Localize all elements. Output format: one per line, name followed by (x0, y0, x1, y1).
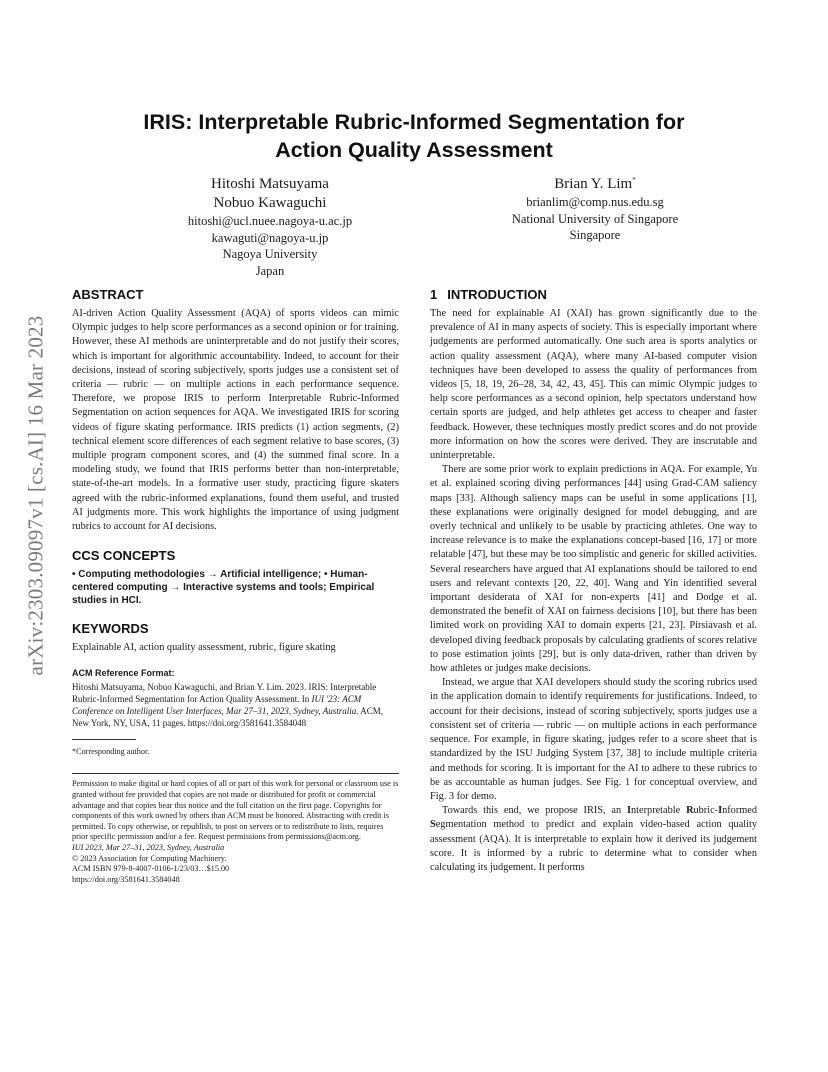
abstract-text: AI-driven Action Quality Assessment (AQA) of sports videos can mimic Olympic judges to help score performances as a second opinion or for training. However, these AI methods are uninterpretable and do not justify their scores, which is important for algorithmic accountability. Indeed, to account for their decisions, instead of scoring subjectively, sports judges use a consistent set of criteria — rubric — on multiple actions in each performance sequence. Therefore, we propose IRIS to perform Interpretable Rubric-Informed Segmentation on action sequences for AQA. We investigated IRIS for scoring videos of figure skating performance. IRIS predicts (1) action segments, (2) technical element score differences of each segment relative to base scores, (3) multiple program component scores, and (4) the summed final score. In a modeling study, we found that IRIS performs better than non-interpretable, state-of-the-art models. In a formative user study, practicing figure skaters agreed with the rubric-informed explanations, found them useful, and trusted AI judgments more. This work highlights the importance of using judgment rubrics to account for AI decisions. (72, 308, 399, 533)
author-name-3: Brian Y. Lim* (554, 176, 636, 192)
acm-ref-heading: ACM Reference Format: (72, 668, 175, 679)
permission-block (72, 779, 399, 885)
acm-ref-venue: IUI '23: ACM Conference on Intelligent User Interfaces, Mar 27–31, 2023, Sydney, Australia. (72, 694, 362, 717)
corresponding-footnote: *Corresponding author. (72, 747, 150, 757)
keywords-heading: KEYWORDS (72, 621, 149, 637)
intro-paragraph-3: Instead, we argue that XAI developers should study the scoring rubrics used in the application domain to identify requirements for justifications. Indeed, to account for their decisions, instead of scoring subjectively, sports judges use a consistent set of criteria — rubric — on multiple actions in each performance sequence. For example, in figure skating, judges refer to a score sheet that is standardized by the ISU Judging System [37, 38] to include multiple criteria and methods for scoring. It is important for the AI to adhere to these rubrics to be as accountable as human judges. See Fig. 1 for conceptual overview, and Fig. 3 for demo. (430, 677, 757, 802)
author-name-1: Hitoshi Matsuyama (211, 176, 329, 192)
intro-heading (430, 287, 757, 303)
author-country-left: Japan (255, 263, 285, 278)
permission-copyright: © 2023 Association for Computing Machinery. (72, 853, 227, 863)
permission-venue: IUI 2023, Mar 27–31, 2023, Sydney, Australia (72, 843, 225, 853)
title-line-1: IRIS: Interpretable Rubric-Informed Segmentation for (143, 110, 685, 134)
author-block-right (470, 175, 720, 244)
abstract-heading: ABSTRACT (72, 287, 144, 302)
right-column (430, 287, 757, 875)
footnote-rule (72, 739, 136, 740)
author-country-right: Singapore (569, 228, 621, 242)
arxiv-stamp-text: arXiv:2303.09097v1 [cs.AI] 16 Mar 2023 (23, 315, 48, 675)
intro-section-title: INTRODUCTION (447, 287, 547, 302)
acm-ref-text: Hitoshi Matsuyama, Nobuo Kawaguchi, and Brian Y. Lim. 2023. IRIS: Interpretable Rubric-Informed Segmentation for Action Quality Assessment. In IUI '23: ACM Conference on Intelligent User Interfaces, Mar 27–31, 2023, Sydney, Australia. ACM, New York, NY, USA, 11 pages. https://doi.org/3581641.3584048 (72, 682, 383, 729)
author-block-left (140, 175, 400, 279)
title-line-2: Action Quality Assessment (275, 138, 553, 162)
author-email-1: hitoshi@ucl.nuee.nagoya-u.ac.jp (187, 214, 353, 228)
intro-paragraph-2: There are some prior work to explain predictions in AQA. For example, Yu et al. explained scoring diving performances [44] using Grad-CAM saliency maps [33]. Although saliency maps can be useful in some applications [1], these explanations were originally designed for model debugging, and are overly technical and unlikely to be usable by practicing athletes. One way to increase relevance is to make the explanations concept-based [16, 17] or more relatable [47], but these may be too simplistic and generic for skilled activities. Several researchers have argued that AI explanations should be tailored to end users and relevant contexts [20, 22, 40]. Wang and Yin identified several important desiderata of XAI for non-experts [41] and Dodge et al. demonstrated the benefit of XAI on fairness decisions [10], but there has been limited work on providing XAI to domain experts [21, 23]. Pirsiavash et al. developed diving feedback proposals by calculating gradients of scores relative to pose estimation joints [29], but is only data-driven, rather than driven by how athletes or judges make decisions. (430, 464, 757, 675)
permission-rule (72, 773, 399, 774)
author-name-2: Nobuo Kawaguchi (213, 195, 327, 211)
keywords-text: Explainable AI, action quality assessment, rubric, figure skating (72, 642, 336, 654)
paper-title (72, 108, 756, 164)
ccs-heading: CCS CONCEPTS (72, 548, 176, 564)
permission-isbn: ACM ISBN 979-8-4007-0106-1/23/03…$15.00 (72, 864, 230, 874)
author-affiliation-left: Nagoya University (222, 247, 318, 261)
corresponding-mark: * (632, 176, 636, 184)
author-email-3: brianlim@comp.nus.edu.sg (526, 195, 664, 209)
intro-paragraph-1: The need for explainable AI (XAI) has grown significantly due to the prevalence of AI in many aspects of society. This is especially important where judgements are performed automatically. One such area is sports analytics or action quality assessment (AQA), where many AI-based computer vision techniques have been developed to assess the quality of performances from videos [5, 18, 19, 26–28, 34, 42, 43, 45]. This can mimic Olympic judges to help score performances as a second opinion, help spectators understand how certain sports are judged, and help athletes get access to cheaper and faster feedback. However, these techniques mostly predict scores and do not provide more information on how the scores were derived. They are inscrutable and uninterpretable. (430, 308, 757, 462)
left-column (72, 287, 399, 885)
intro-paragraph-4: Towards this end, we propose IRIS, an Interpretable Rubric-Informed Segmentation method to predict and explain video-based action quality assessment (AQA). It is interpretable to explain how it derived its judgement score. It is informed by a rubric to determine what to consider when calculating its judgement. It performs (430, 805, 757, 873)
permission-doi: https://doi.org/3581641.3584048 (72, 874, 180, 884)
author-affiliation-right: National University of Singapore (511, 211, 679, 226)
intro-section-number: 1 (430, 287, 438, 302)
ccs-text: • Computing methodologies → Artificial intelligence; • Human-centered computing → Interactive systems and tools; Empirical studies in HCI. (72, 569, 375, 607)
author-email-2: kawaguti@nagoya-u.jp (211, 230, 329, 245)
arxiv-stamp (24, 290, 48, 700)
permission-text: Permission to make digital or hard copies of all or part of this work for personal or classroom use is granted without fee provided that copies are not made or distributed for profit or commercial advantage and that copies bear this notice and the full citation on the first page. Copyrights for components of this work owned by others than ACM must be honored. Abstracting with credit is permitted. To copy otherwise, or republish, to post on servers or to redistribute to lists, requires prior specific permission and/or a fee. Request permissions from permissions@acm.org. (72, 779, 399, 842)
